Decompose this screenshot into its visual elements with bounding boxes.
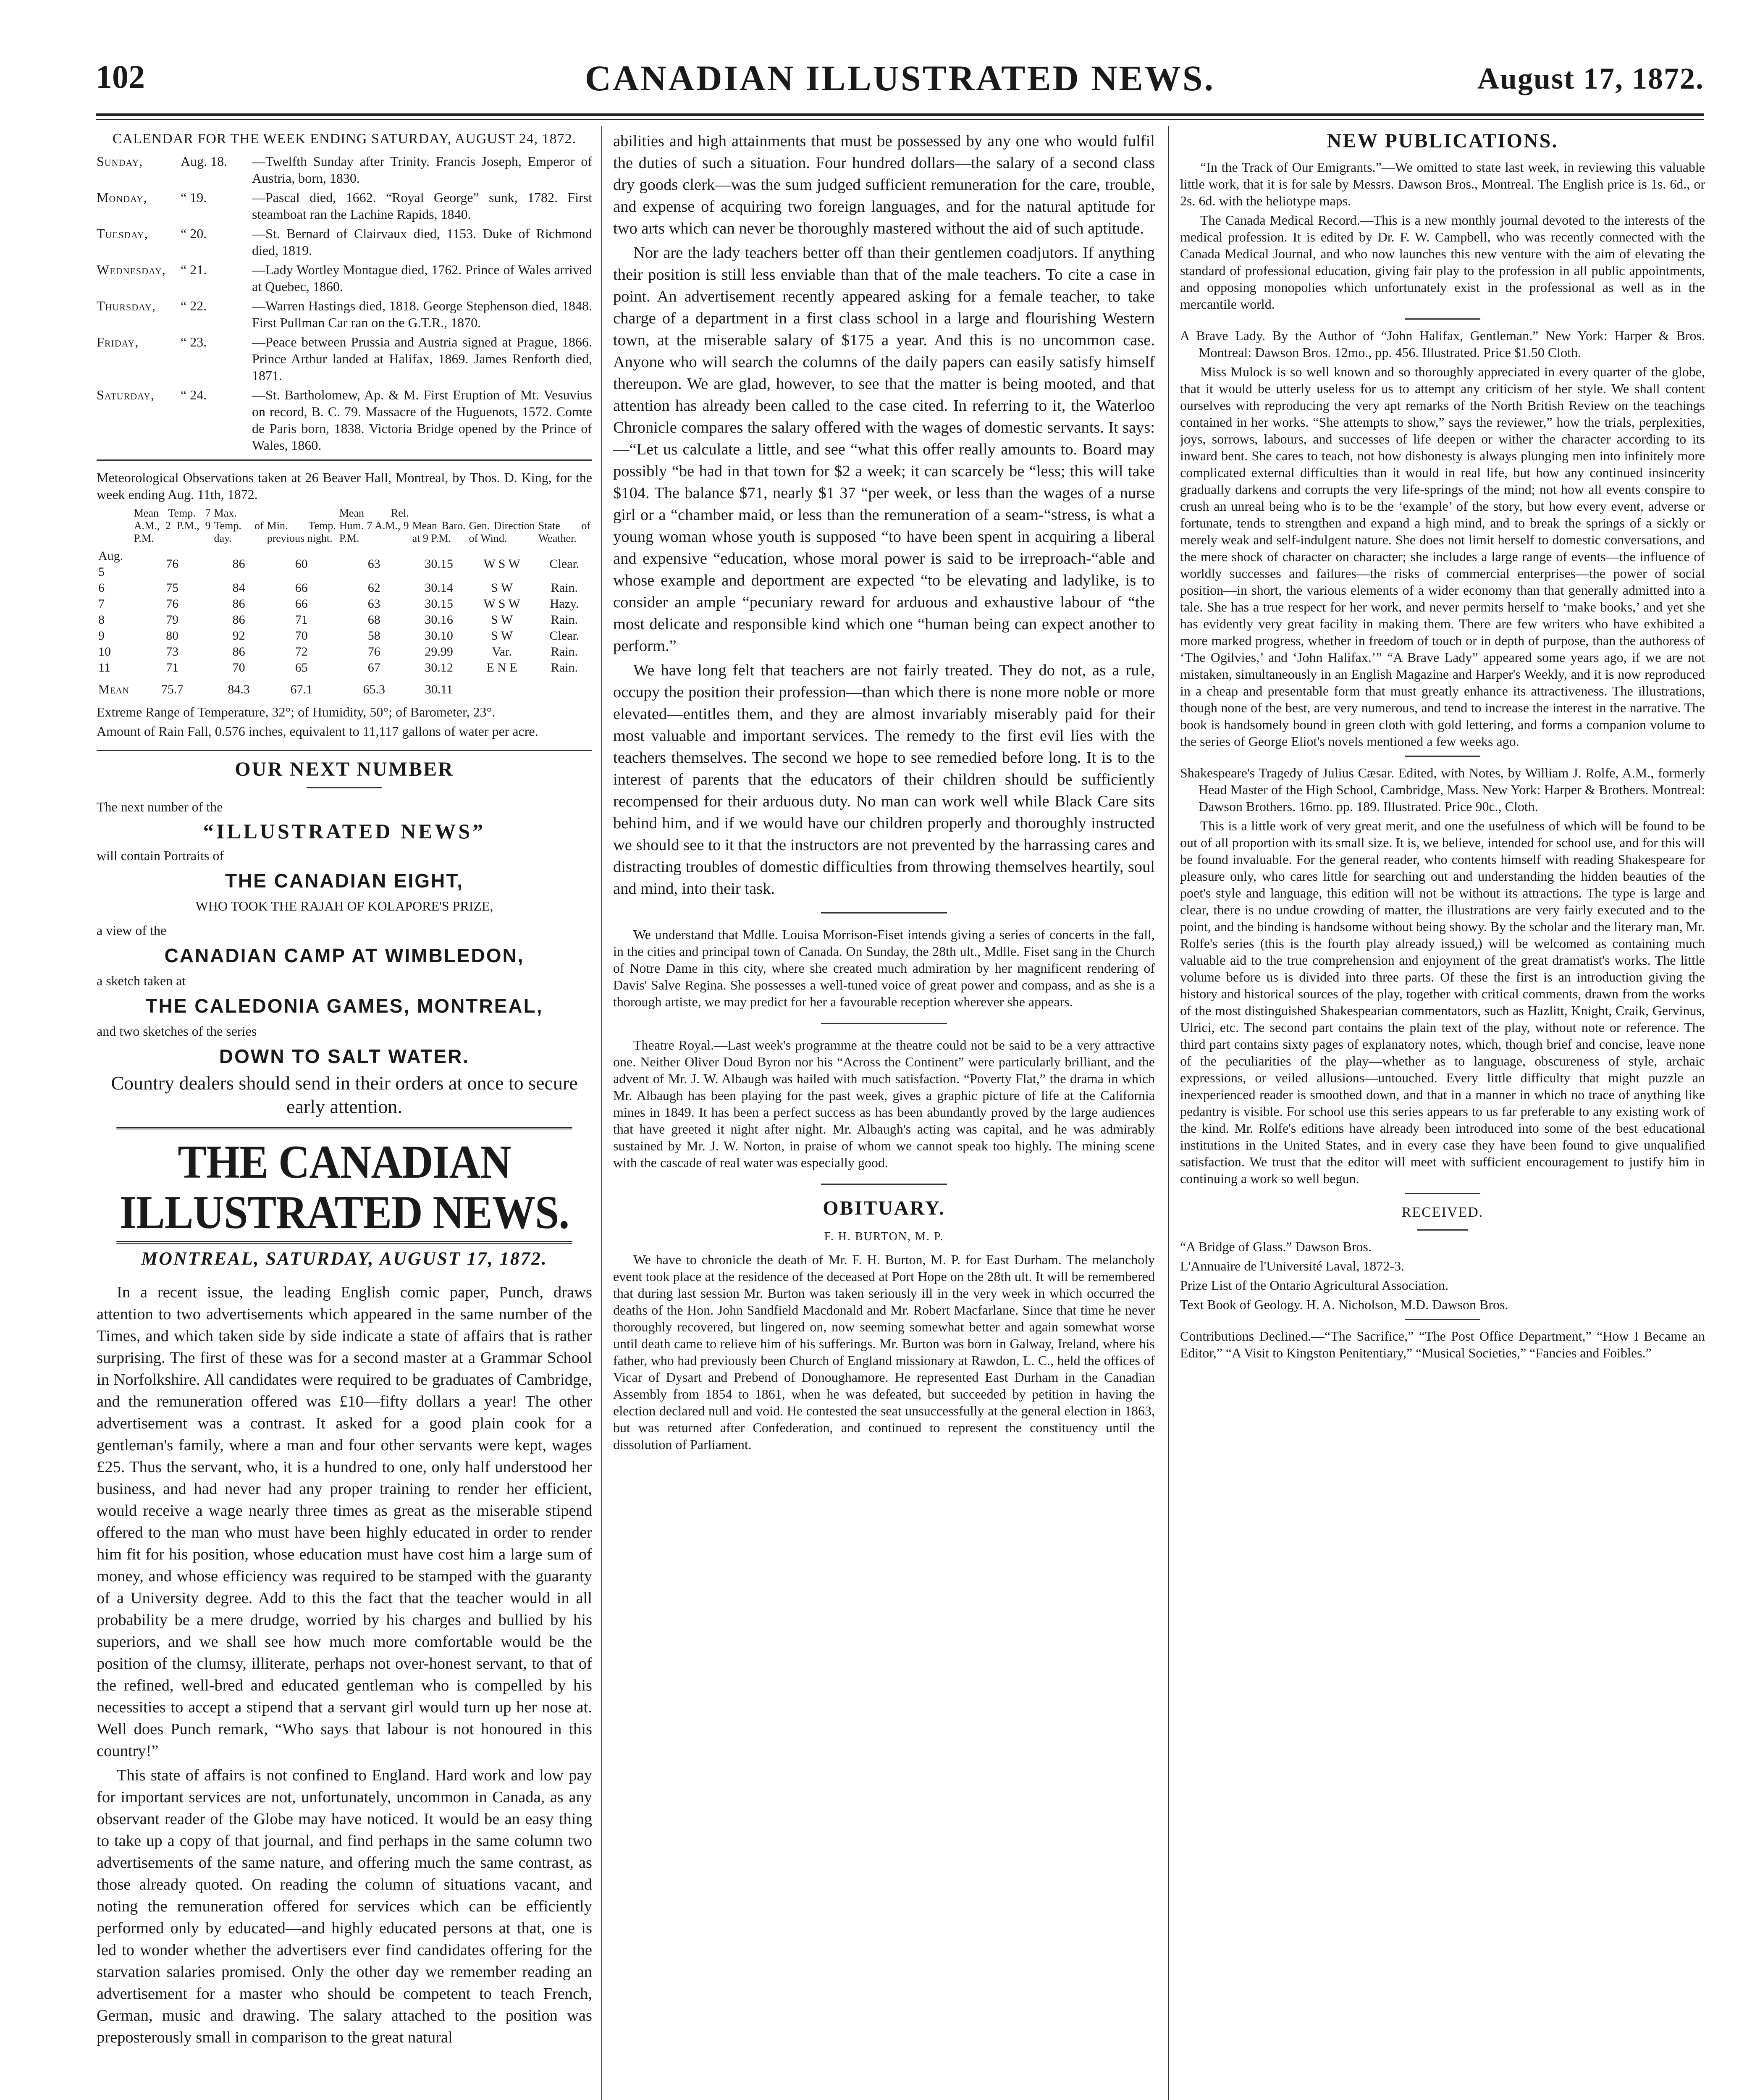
obituary-heading: OBITUARY.	[823, 1197, 945, 1219]
meteo-header: Mean Temp. 7 A.M., 2 P.M., 9 P.M.	[134, 507, 211, 544]
meteo-cell: Aug. 5	[98, 549, 123, 579]
calendar-date: “ 23.	[181, 334, 207, 349]
next-number-item-sub: WHO TOOK THE RAJAH OF KOLAPORE'S PRIZE,	[195, 898, 493, 914]
newspaper-title: CANADIAN ILLUSTRATED NEWS.	[585, 58, 1215, 98]
meteo-mean-cell: 84.3	[228, 682, 250, 696]
calendar-day: Tuesday,	[97, 226, 148, 241]
received-heading: RECEIVED.	[1401, 1205, 1484, 1220]
next-number-item: CANADIAN CAMP AT WIMBLEDON,	[164, 945, 525, 966]
meteo-cell: 70	[232, 661, 245, 675]
calendar-event: —St. Bartholomew, Ap. & M. First Eruption of Mt. Vesuvius on record, B. C. 79. Massacre of the Huguenots, 1572. Comte de Paris born, 1838. Victoria Bridge opened by the Prince of Wales, 1860.	[252, 387, 592, 453]
next-number-item: THE CALEDONIA GAMES, MONTREAL,	[145, 995, 543, 1017]
column-3	[1180, 130, 1705, 1364]
meteo-cell: 6	[98, 581, 105, 595]
received-item: “A Bridge of Glass.” Dawson Bros.	[1180, 1239, 1372, 1254]
calendar-row	[97, 225, 592, 259]
book-review: This is a little work of very great merit, and one the usefulness of which will be found to be out of all proportion with its small size. It is, we believe, intended for school use, and for this will be found invaluable. For the general reader, who contents himself with reading Shakespeare for pleasure only, who cares little for searching out and understanding the hidden beauties of the poet's style and language, this edition will not be without its attractions. The type is large and clear, there is no undue crowding of matter, the illustrations are very fairly executed and to the point, and the binding is handsome without being showy. By the scholar and the literary man, Mr. Rolfe's series (this is the fourth play already issued,) will be welcomed as containing much valuable aid to the true comprehension and enjoyment of the great dramatist's works. The little volume before us is divided into three parts. Of these the first is an introduction giving the history and historical sources of the play, together with critical comments, drawn from the works of the most distinguished Shakespearian commentators, such as Hazlitt, Knight, Craik, Gervinus, Ulrici, etc. The second part contains the plain text of the play, without note or reference. The third part contains sixty pages of explanatory notes, which, though brief and concise, leave none of the peculiarities of the play—whether as to language, obscureness of style, archaic expressions, or veiled allusions—untouched. Every little difficulty that might puzzle an inexperienced reader is smoothed down, and that in a manner in which no trace of anything like pedantry is visible. For school use this series appears to us far preferable to any existing work of the kind. Mr. Rolfe's editions have already been introduced into some of the best educational institutions in the United States, and in every case they have been found to give unqualified satisfaction. We trust that the editor will meet with sufficient encouragement to justify him in continuing a work so well begun.	[1180, 818, 1705, 1186]
next-number-paper: “ILLUSTRATED NEWS”	[203, 819, 486, 843]
editorial-paragraph: In a recent issue, the leading English comic paper, Punch, draws attention to two advertisements which appeared in the same number of the Times, and which taken side by side indicate a state of affairs that is rather surprising. The first of these was for a second master at a Grammar School in Norfolkshire. All candidates were required to be graduates of Cambridge, and the remuneration offered was £10—fifty dollars a year! The other advertisement was a contrast. It asked for a good plain cook for a gentleman's family, where a man and four other servants were kept, wages £25. Thus the servant, who, it is a hundred to one, only half understood her business, and had never had any proper training to render her efficient, would receive a wage nearly three times as great as the miserable stipend offered to the man who must have been highly educated in order to render him fit for his position, whose education must have cost him a large sum of money, and whose efficiency was required to be stamped with the guaranty of a University degree. Add to this the fact that the teacher would in all probability be a mere drudge, worried by his charges and bullied by his superiors, and we shall see how much more comfortable would be the position of the clumsy, illiterate, perhaps not over-honest servant, to that of the refined, well-bred and educated gentleman who is compelled by his necessities to accept a stipend that a servant girl would turn up her nose at. Well does Punch remark, “Who says that labour is not honoured in this country!”	[97, 1284, 592, 1760]
meteo-cell: 10	[98, 645, 111, 659]
calendar-day: Monday,	[97, 190, 147, 205]
meteo-header: Mean Baro. at 9 P.M.	[412, 520, 466, 544]
calendar-event: —Pascal died, 1662. “Royal George” sunk, 1782. First steamboat ran the Lachine Rapids, 1840.	[252, 190, 592, 222]
meteo-cell: 92	[232, 629, 245, 643]
meteo-row	[97, 612, 592, 628]
header-rule-thin	[96, 119, 1704, 120]
meteo-cell: 58	[367, 629, 380, 643]
calendar-list	[97, 153, 592, 454]
meteo-body	[97, 548, 592, 698]
calendar-day: Saturday,	[97, 387, 155, 402]
meteo-cell: 66	[295, 581, 308, 595]
calendar-event: —Warren Hastings died, 1818. George Stephenson died, 1848. First Pullman Car ran on the G.T.R., 1870.	[252, 298, 592, 330]
meteo-cell: E N E	[486, 661, 517, 675]
meteo-mean-row	[97, 676, 592, 698]
meteo-cell: 66	[295, 597, 308, 611]
meteo-row	[97, 580, 592, 596]
dealers-notice: Country dealers should send in their orders at once to secure early attention.	[111, 1072, 578, 1117]
masthead-title: THE CANADIAN ILLUSTRATED NEWS.	[116, 1127, 572, 1244]
meteo-cell: 84	[232, 581, 245, 595]
calendar-event: —Peace between Prussia and Austria signed at Prague, 1866. Prince Arthur landed at Halifax, 1869. James Renforth died, 1871.	[252, 334, 592, 383]
received-item: Text Book of Geology. H. A. Nicholson, M.D. Dawson Bros.	[1180, 1297, 1508, 1312]
editorial-paragraph: This state of affairs is not confined to England. Hard work and low pay for important services are not, unfortunately, uncommon in Canada, as any observant reader of the Globe may have noticed. It would be an easy thing to take up a copy of that journal, and find perhaps in the same column two advertisements of the same nature, and offering much the same contrast, as those already quoted. On reading the column of situations vacant, and noting the remuneration offered for services which can be efficiently performed only by educated—and highly educated persons at that, one is led to wonder whether the advertisers ever find candidates offering for the starvation salaries promised. Only the other day we remember reading an advertisement for a master who should be competent to teach French, German, music and drawing. The salary attached to the position was preposterously small in comparison to the great natural	[97, 1767, 592, 2046]
meteo-mean-cell: 75.7	[161, 682, 184, 696]
calendar-row	[97, 386, 592, 454]
note-paragraph: Theatre Royal.—Last week's programme at the theatre could not be said to be a very attractive one. Neither Oliver Doud Byron nor his “Across the Continent” were particularly brilliant, and the advent of Mr. J. W. Albaugh was hailed with much satisfaction. “Poverty Flat,” the drama in which Mr. Albaugh has been playing for the past week, gives a graphic picture of life at the California mines in 1849. It has been a perfect success as has been abundantly proved by the large audiences that have greeted it night after night. Mr. Albaugh's acting was capital, and he was admirably sustained by Mr. J. W. Norton, in praise of whom we cannot speak too highly. The mining scene with the cascade of real water was especially good.	[613, 1037, 1155, 1170]
meteo-rain: Amount of Rain Fall, 0.576 inches, equivalent to 11,117 gallons of water per acre.	[97, 724, 538, 739]
calendar-event: —St. Bernard of Clairvaux died, 1153. Duke of Richmond died, 1819.	[252, 226, 592, 258]
issue-date: August 17, 1872.	[1477, 62, 1704, 95]
meteo-cell: 80	[166, 629, 179, 643]
next-number-lead: a sketch taken at	[97, 973, 186, 988]
section-divider	[1405, 318, 1480, 320]
obituary-text: We have to chronicle the death of Mr. F. H. Burton, M. P. for East Durham. The melancholy event took place at the residence of the deceased at Port Hope on the 28th ult. It will be remembered that during last session Mr. Burton was taken seriously ill in the very week in which occurred the deaths of the Hon. John Sandfield Macdonald and Mr. Robert Macfarlane. Since that time he never thoroughly recovered, but lingered on, now seeming somewhat better and again somewhat worse until death came to relieve him of his sufferings. Mr. Burton was born in Galway, Ireland, where his father, who had previously been Church of England missionary at Rawdon, L. C., held the offices of Vicar of Dysart and Prebend of Donoughamore. He represented East Durham in the Canadian Assembly from 1854 to 1861, when he was defeated, but succeeded by petition in having the election declared null and void. He contested the seat unsuccessfully at the general election in 1863, but was returned after Confederation, and continued to represent the constituency until the dissolution of Parliament.	[613, 1252, 1155, 1452]
section-divider	[821, 1184, 947, 1185]
calendar-date: “ 19.	[181, 190, 207, 205]
next-number-item: DOWN TO SALT WATER.	[219, 1045, 470, 1067]
book-entry: Shakespeare's Tragedy of Julius Cæsar. Edited, with Notes, by William J. Rolfe, A.M., formerly Head Master of the High School, Cambridge, Mass. New York: Harper & Brothers. Montreal: Dawson Brothers. 16mo. pp. 189. Illustrated. Price 90c., Cloth.	[1180, 765, 1705, 814]
meteo-title: Meteorological Observations taken at 26 Beaver Hall, Montreal, by Thos. D. King, for the week ending Aug. 11th, 1872.	[97, 470, 592, 502]
publication-paragraph: The Canada Medical Record.—This is a new monthly journal devoted to the interests of the medical profession. It is edited by Dr. F. W. Campbell, who was recently connected with the Canada Medical Journal, and who now launches this new venture with the aim of elevating the standard of professional education, giving fair play to the profession in all public appointments, and opposing monopolies which unfortunately exist in the professional as well as in the mercantile world.	[1180, 213, 1705, 312]
heading-rule	[1417, 1229, 1468, 1231]
meteo-cell: Clear.	[549, 629, 580, 643]
obituary-subhead: F. H. BURTON, M. P.	[824, 1230, 944, 1243]
meteo-cell: 8	[98, 613, 105, 627]
meteo-cell: Rain.	[551, 661, 578, 675]
calendar-date: Aug. 18.	[181, 154, 228, 169]
meteo-cell: W S W	[483, 557, 520, 571]
meteo-cell: 86	[232, 557, 245, 571]
meteo-cell: 30.12	[425, 661, 453, 675]
calendar-row	[97, 261, 592, 295]
meteo-header: State of Weather.	[538, 520, 590, 544]
column-divider	[601, 126, 602, 2100]
meteo-row	[97, 660, 592, 676]
calendar-day: Wednesday,	[97, 262, 166, 277]
calendar-row	[97, 153, 592, 186]
meteo-cell: 65	[295, 661, 308, 675]
received-list	[1180, 1238, 1705, 1313]
meteo-cell: 30.15	[425, 557, 453, 571]
publication-paragraph: “In the Track of Our Emigrants.”—We omitted to state last week, in reviewing this valuable little work, that it is for sale by Messrs. Dawson Bros., Montreal. The English price is 1s. 6d., or 2s. 6d. with the heliotype maps.	[1180, 160, 1705, 208]
meteo-cell: 11	[98, 661, 110, 675]
editorial-paragraph: abilities and high attainments that must be possessed by any one who would fulfil the duties of such a situation. Four hundred dollars—the salary of a second class dry goods clerk—was the sum judged sufficient remuneration for the care, trouble, and expense of acquiring two foreign languages, and for the natural aptitude for two arts which can never be thoroughly mastered without the aid of such aptitude.	[613, 132, 1155, 237]
meteo-cell: 73	[166, 645, 179, 659]
meteo-cell: 76	[367, 645, 380, 659]
meteo-header: Min. Temp. previous night.	[267, 520, 336, 544]
meteo-row	[97, 596, 592, 612]
meteo-cell: 79	[166, 613, 179, 627]
meteo-cell: 30.16	[425, 613, 453, 627]
next-number-lead: and two sketches of the series	[97, 1024, 257, 1039]
contributions-declined: Contributions Declined.—“The Sacrifice,” “The Post Office Department,” “How I Became an Editor,” “A Visit to Kingston Penitentiary,” “Musical Societies,” “Fancies and Foibles.”	[1180, 1328, 1705, 1360]
calendar-date: “ 22.	[181, 298, 207, 313]
meteo-cell: 30.14	[425, 581, 453, 595]
meteo-cell: Var.	[492, 645, 512, 659]
meteo-cell: W S W	[483, 597, 520, 611]
meteo-mean-cell: Mean	[98, 682, 129, 696]
next-number-item: THE CANADIAN EIGHT,	[225, 870, 464, 892]
meteo-cell: 76	[166, 597, 179, 611]
meteo-cell: S W	[491, 629, 513, 643]
meteo-cell: S W	[491, 613, 513, 627]
meteo-cell: 86	[232, 645, 245, 659]
column-2	[613, 130, 1155, 1455]
meteo-mean-cell	[467, 676, 536, 698]
meteo-mean-cell	[537, 676, 592, 698]
meteo-row	[97, 548, 592, 580]
meteo-cell: 75	[166, 581, 179, 595]
calendar-event: —Twelfth Sunday after Trinity. Francis Joseph, Emperor of Austria, born, 1830.	[252, 154, 592, 186]
calendar-day: Thursday,	[97, 298, 156, 313]
calendar-date: “ 24.	[181, 387, 207, 402]
meteo-table	[97, 507, 592, 698]
calendar-date: “ 20.	[181, 226, 207, 241]
meteo-cell: 68	[367, 613, 380, 627]
meteo-header: Mean Rel. Hum. 7 A.M., 9 P.M.	[339, 507, 409, 544]
heading-rule	[307, 787, 382, 788]
section-divider	[821, 912, 947, 914]
meteo-header-row	[97, 507, 592, 548]
column-divider	[1168, 126, 1169, 2100]
calendar-row	[97, 189, 592, 223]
meteo-cell: 63	[367, 557, 380, 571]
meteo-cell: 7	[98, 597, 105, 611]
page-number: 102	[96, 58, 145, 95]
meteo-row	[97, 644, 592, 660]
meteo-cell: 9	[98, 629, 105, 643]
meteo-cell: Hazy.	[550, 597, 579, 611]
meteo-cell: 86	[232, 597, 245, 611]
book-review: Miss Mulock is so well known and so thoroughly appreciated in every quarter of the globe, that it would be utterly useless for us to attempt any criticism of her style. We shall content ourselves with reproducing the very apt remarks of the North British Review on the teachings contained in her works. “She attempts to show,” says the reviewer,” how the trials, perplexities, joys, sorrows, labours, and successes of life deepen or wither the character according to its inward bent. She cares to teach, not how dishonesty is always plunging men into infinitely more complicated external difficulties than it would in real life, but how any continued insincerity gradually darkens and corrupts the very life-springs of the mind; not how all events conspire to crush an unreal being who is to be the ‘example’ of the story, but how every event, adverse or fortunate, tends to strengthen and expand a high mind, and to break the springs of a sickly or merely weak and self-indulgent nature. She does not limit herself to domestic conversations, and the mere shock of character on character; she includes a large range of events—the influence of worldly successes and failures—the risks of commercial enterprises—the power of social position—in short, the various elements of a wider economy than that generally admitted into a tale. She has a true respect for her work, and never permits herself to ‘make books,’ and yet she has evidently very great facility in making them. There are few writers who have exhibited a more marked progress, whether in freedom of touch or in depth of purpose, than the authoress of ‘The Ogilvies,’ and ‘John Halifax.’” “A Brave Lady” appeared some years ago, if we are not mistaken, simultaneously in an English Magazine and Harper's Weekly, and it is now reproduced in a cheap and presentable form that must greatly enhance its attractiveness. The illustrations, though none of the best, are very numerous, and tend to increase the interest in the narrative. The book is handsomely bound in green cloth with gold lettering, and forms a companion volume to the series of George Eliot's novels mentioned a few weeks ago.	[1180, 364, 1705, 749]
next-number-contain: will contain Portraits of	[97, 848, 224, 863]
calendar-event: —Lady Wortley Montague died, 1762. Prince of Wales arrived at Quebec, 1860.	[252, 262, 592, 294]
calendar-day: Friday,	[97, 334, 139, 349]
meteo-cell: Clear.	[549, 557, 580, 571]
meteo-cell: Rain.	[551, 613, 578, 627]
calendar-day: Sunday,	[97, 154, 143, 169]
meteo-cell: 62	[367, 581, 380, 595]
next-number-lead: a view of the	[97, 923, 167, 938]
page-header	[96, 50, 1704, 117]
calendar-date: “ 21.	[181, 262, 207, 277]
meteo-cell: Rain.	[551, 645, 578, 659]
calendar-row	[97, 297, 592, 331]
calendar-title: CALENDAR FOR THE WEEK ENDING SATURDAY, AUGUST 24, 1872.	[112, 131, 577, 147]
section-divider	[97, 750, 592, 751]
section-divider	[821, 1023, 947, 1024]
meteo-cell: 63	[367, 597, 380, 611]
meteo-mean-cell: 65.3	[363, 682, 385, 696]
meteo-cell: 29.99	[425, 645, 453, 659]
meteo-extreme: Extreme Range of Temperature, 32°; of Humidity, 50°; of Barometer, 23°.	[97, 704, 496, 719]
received-item: Prize List of the Ontario Agricultural Association.	[1180, 1278, 1448, 1293]
calendar-row	[97, 333, 592, 384]
section-divider	[1405, 1193, 1480, 1194]
next-number-intro: The next number of the	[97, 799, 223, 814]
meteo-cell: 67	[367, 661, 380, 675]
received-item: L'Annuaire de l'Université Laval, 1872-3.	[1180, 1258, 1405, 1273]
meteo-mean-cell: 30.11	[425, 682, 453, 696]
meteo-cell: 71	[295, 613, 308, 627]
meteo-cell: Rain.	[551, 581, 578, 595]
meteo-cell: 60	[295, 557, 308, 571]
meteo-cell: 86	[232, 613, 245, 627]
publications-heading: NEW PUBLICATIONS.	[1327, 130, 1558, 152]
meteo-cell: 71	[166, 661, 179, 675]
column-1	[97, 130, 592, 2051]
editorial-paragraph: We have long felt that teachers are not fairly treated. They do not, as a rule, occupy the position their profession—than which there is none more noble or more elevated—entitles them, and they are almost invariably miserably paid for their most valuable and important services. The remedy to the first evil lies with the teachers themselves. The second we hope to see remedied before long. It is to the interest of parents that the educators of their children should be sufficiently recompensed for their arduous duty. No man can work well while Black Care sits behind him, and if we would have our children properly and thoroughly instructed we should see to it that the instructors are not prevented by the harrassing cares and distracting troubles of domestic difficulties from throwing themselves heartily, soul and mind, into their task.	[613, 662, 1155, 898]
book-entry: A Brave Lady. By the Author of “John Halifax, Gentleman.” New York: Harper & Bros. Montreal: Dawson Bros. 12mo., pp. 456. Illustrated. Price $1.50 Cloth.	[1180, 328, 1705, 360]
section-divider	[1405, 756, 1480, 757]
meteo-header: Max. Temp. of day.	[214, 507, 264, 544]
meteo-header	[97, 507, 132, 548]
header-rule	[96, 113, 1704, 116]
editorial-paragraph: Nor are the lady teachers better off than their gentlemen coadjutors. If anything their position is still less enviable than that of the male teachers. To cite a case in point. An advertisement recently appeared asking for a female teacher, to take charge of a department in a first class school in a large and flourishing Western town, at the miserable salary of $175 a year. And this is no uncommon case. Anyone who will search the columns of the daily papers can easily satisfy himself thereupon. We are glad, however, to see that the matter is being mooted, and that attention has already been called to the case cited. In referring to it, the Waterloo Chronicle compares the salary offered with the wages of domestic servants. It says:—“Let us calculate a little, and see “what this offer really amounts to. Board may possibly “be had in that town for $2 a week; it can scarcely be “less; this will take $104. The balance $71, nearly $1 37 “per week, or less than the wages of a nurse girl or a “chamber maid, or less than the remuneration of a seam-“stress, is what a young woman whose youth is supposed “to have been spent in acquiring a liberal and expensive “education, whose moral power is said to be irreproach-“able and whose example and deportment are expected “to be elevating and ladylike, is to consider an ample “pecuniary reward for arduous and exhaustive labour of “the most delicate and responsible kind which one “human being can expect another to perform.”	[613, 244, 1155, 655]
meteo-row	[97, 628, 592, 644]
meteo-cell: 70	[295, 629, 308, 643]
section-divider	[1405, 1319, 1480, 1320]
meteo-cell: 30.15	[425, 597, 453, 611]
meteo-mean-cell: 67.1	[290, 682, 312, 696]
next-number-heading: OUR NEXT NUMBER	[235, 758, 454, 780]
note-paragraph: We understand that Mdlle. Louisa Morrison-Fiset intends giving a series of concerts in the fall, in the cities and principal town of Canada. On Sunday, the 28th ult., Mdlle. Fiset sang in the Church of Notre Dame in this city, where she created much admiration by her magnificent rendering of Davis' Salve Regina. She possesses a well-tuned voice of great power and compass, and as she is a thorough artiste, we may predict for her a favourable reception wherever she appears.	[613, 927, 1155, 1009]
meteo-header: Gen. Direction of Wind.	[469, 520, 535, 544]
masthead-date: MONTREAL, SATURDAY, AUGUST 17, 1872.	[141, 1248, 548, 1269]
section-divider	[97, 459, 592, 461]
meteo-cell: S W	[491, 581, 513, 595]
meteo-cell: 72	[295, 645, 308, 659]
meteo-cell: 76	[166, 557, 179, 571]
meteo-cell: 30.10	[425, 629, 453, 643]
next-number-box	[97, 796, 592, 1118]
